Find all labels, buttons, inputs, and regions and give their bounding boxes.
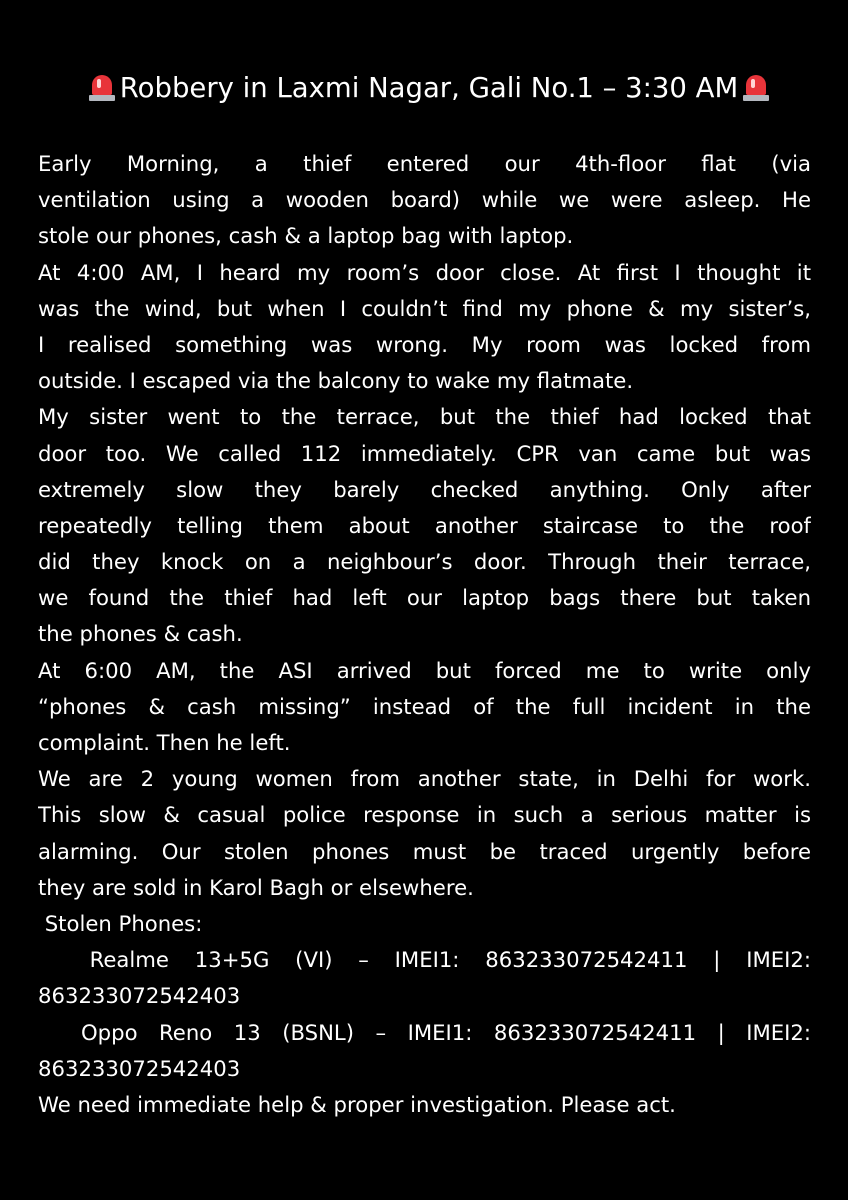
police-siren-icon [88,72,116,104]
imei-number: 863233072542403 [38,1055,241,1081]
text-line: they are sold in Karol Bagh or elsewhere. [38,874,474,900]
incident-report-body [38,146,811,1123]
police-siren-icon [742,72,770,104]
text-line: We are 2 young women from another state, in Delhi for work. [38,766,811,792]
text-line: door too. We called 112 immediately. CPR van came but was [38,440,811,466]
stolen-phones-heading: Stolen Phones: [38,910,203,936]
text-line: At 4:00 AM, I heard my room’s door close. At first I thought it [38,259,811,285]
text-line: Early Morning, a thief entered our 4th-floor flat (via [38,151,811,176]
text-line: was the wind, but when I couldn’t find my phone & my sister’s, [38,295,811,321]
text-line: ventilation using a wooden board) while we were asleep. He [38,187,811,213]
text-line: we found the thief had left our laptop bags there but taken [38,585,811,611]
text-line: stole our phones, cash & a laptop bag with laptop. [38,223,574,249]
text-line: At 6:00 AM, the ASI arrived but forced me to write only [38,657,811,683]
text-line: We need immediate help & proper investigation. Please act. [38,1091,676,1117]
text-line: This slow & casual police response in such a serious matter is [38,802,811,828]
text-line: outside. I escaped via the balcony to wake my flatmate. [38,368,634,394]
stolen-phone-entry: Realme 13+5G (VI) – IMEI1: 863233072542411 | IMEI2: [38,947,811,973]
text-line: extremely slow they barely checked anything. Only after [38,476,811,502]
text-line: repeatedly telling them about another staircase to the roof [38,512,811,538]
text-line: “phones & cash missing” instead of the full incident in the [38,693,811,719]
text-line: did they knock on a neighbour’s door. Through their terrace, [38,549,811,575]
text-line: My sister went to the terrace, but the thief had locked that [38,404,811,430]
stolen-phone-entry: Oppo Reno 13 (BSNL) – IMEI1: 863233072542411 | IMEI2: [38,1019,811,1045]
text-line: the phones & cash. [38,621,243,647]
post-title [34,66,824,110]
imei-number: 863233072542403 [38,983,241,1009]
text-line: I realised something was wrong. My room was locked from [38,331,811,357]
text-line: complaint. Then he left. [38,730,291,755]
title-text: Robbery in Laxmi Nagar, Gali No.1 – 3:30 AM [119,72,739,104]
text-line: alarming. Our stolen phones must be traced urgently before [38,838,811,864]
